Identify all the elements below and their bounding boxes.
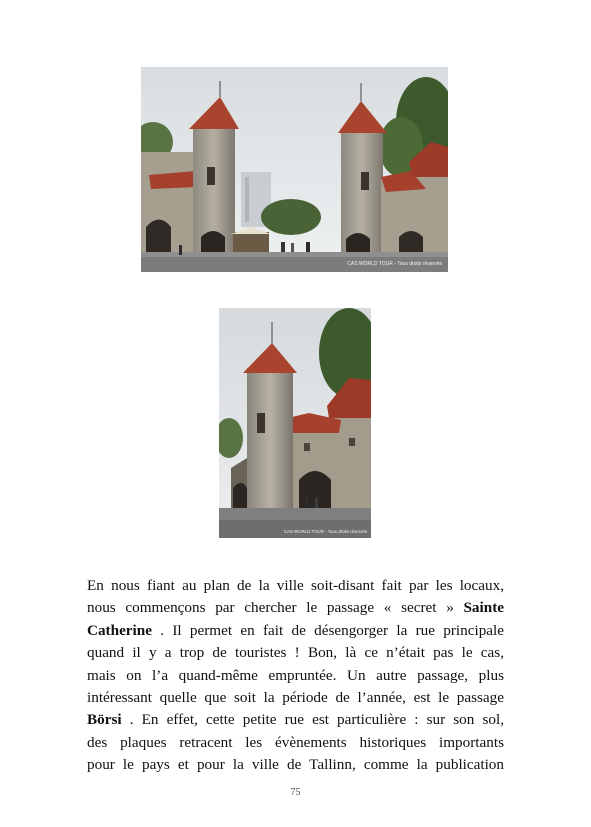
paragraph-line [87, 620, 504, 642]
paragraph-line [87, 642, 504, 664]
paragraph-line [87, 575, 504, 597]
photo-single-tower [219, 308, 371, 538]
text-run: quand il y a trop de touristes ! Bon, là ce n’était pas le cas, [87, 644, 504, 662]
photo-credit-caption: CAS WORLD TOUR - Tous droits réservés [347, 261, 442, 267]
photo-single-tower-image [219, 308, 371, 538]
text-run: nous commençons par chercher le passage « secret » [87, 599, 464, 617]
photo-viru-gate-towers-image [141, 67, 448, 272]
photo-credit-caption: CAS WORLD TOUR - Tous droits réservés [283, 529, 367, 534]
text-run: pour le pays et pour la ville de Tallinn, comme la publication [87, 756, 504, 774]
text-run: des plaques retracent les évènements historiques importants [87, 733, 504, 751]
paragraph-line [87, 732, 504, 754]
place-name: Sainte [463, 599, 504, 617]
place-name: Börsi [87, 711, 122, 729]
text-run: . En effet, cette petite rue est particulière : sur son sol, [121, 711, 504, 729]
text-run: mais on l’a quand-même empruntée. Un autre passage, plus [87, 666, 504, 684]
paragraph-line [87, 687, 504, 709]
paragraph-line [87, 665, 504, 687]
body-paragraph [87, 575, 504, 777]
text-run: intéressant quelle que soit la période de l’année, est le passage [87, 688, 504, 706]
photo-viru-gate-towers [141, 67, 448, 272]
place-name: Catherine [87, 621, 152, 639]
paragraph-line [87, 597, 504, 619]
text-run: . Il permet en fait de désengorger la rue principale [151, 621, 504, 639]
text-run: En nous fiant au plan de la ville soit-disant fait par les locaux, [87, 577, 504, 594]
page-number: 75 [290, 787, 301, 798]
paragraph-line [87, 754, 504, 776]
paragraph-line [87, 709, 504, 731]
